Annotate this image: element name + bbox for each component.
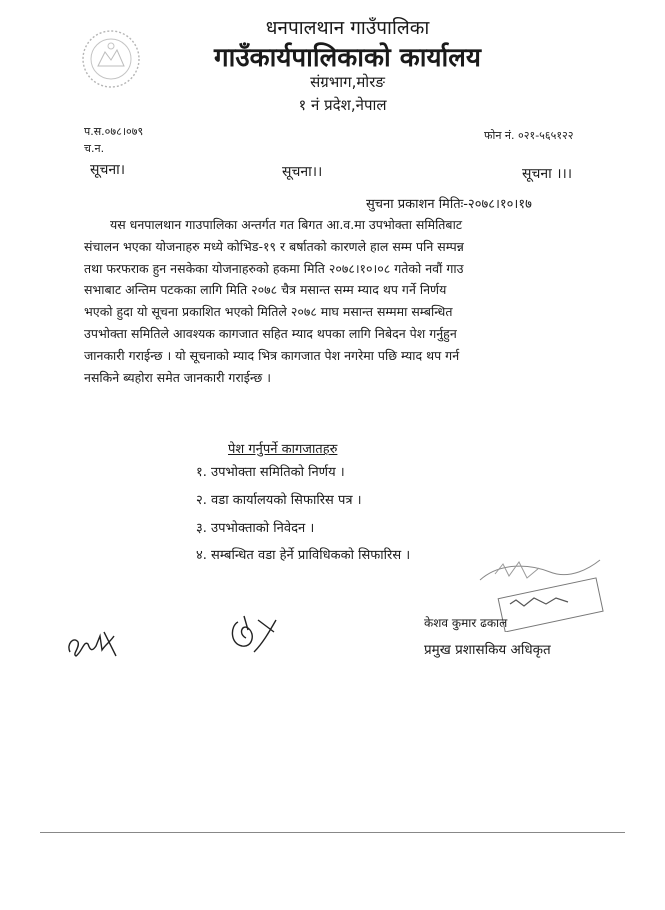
body-line: संचालन भएका योजनाहरु मध्ये कोभिड-१९ र बर्षातको कारणले हाल सम्म पनि सम्पन्न [84,238,464,254]
municipality-name: धनपालथान गाउँपालिका [265,17,430,39]
document-item: १. उपभोक्ता समितिको निर्णय । [196,465,345,480]
body-line: तथा फरफराक हुन नसकेका योजनाहरुको हकमा मिति २०७८।१०।०८ गतेको नवौं गाउ [84,260,464,276]
body-line: सभाबाट अन्तिम पटकका लागि मिति २०७८ चैत्र मसान्त सम्म म्याद थप गर्ने निर्णय [84,282,447,298]
document-item: २. वडा कार्यालयको सिफारिस पत्र । [196,493,362,508]
notice-label-1: सूचना। [90,162,126,178]
body-line: उपभोक्ता समितिले आवश्यक कागजात सहित म्याद थपका लागि निबेदन पेश गर्नुहुन [84,325,457,341]
footer-divider [40,832,625,833]
signature-middle-icon [224,612,284,656]
document-item: ३. उपभोक्ताको निवेदन । [196,521,315,536]
document-item: ४. सम्बन्धित वडा हेर्ने प्राविधिकको सिफारिस । [196,548,411,563]
signatory-title: प्रमुख प्रशासकिय अधिकृत [424,642,551,658]
documents-heading: पेश गर्नुपर्ने कागजातहरु [228,442,338,457]
reference-number: प.स.०७८।०७९ [84,125,144,138]
signatory-name: केशव कुमार ढकाल [424,616,508,630]
office-location: संग्रभाग,मोरङ [310,73,385,91]
body-line: यस धनपालथान गाउपालिका अन्तर्गत गत बिगत आ.व.मा उपभोक्ता समितिबाट [110,217,463,232]
office-province: १ नं प्रदेश,नेपाल [298,96,387,114]
body-line: जानकारी गराईन्छ । यो सूचनाको म्याद भित्र कागजात पेश नगरेमा पछि म्याद थप गर्न [84,347,460,363]
phone-number: फोन नं. ०२१-५६५१२२ [484,129,574,142]
body-line: भएको हुदा यो सूचना प्रकाशित भएको मितिले २०७८ माघ मसान्त सम्ममा सम्बन्धित [84,304,453,320]
signature-left-icon [64,622,124,662]
dispatch-number: च.न. [84,142,105,155]
notice-label-3: सूचना ।।। [522,166,573,182]
office-name: गाउँकार्यपालिकाको कार्यालय [214,43,481,73]
publish-date: सुचना प्रकाशन मितिः-२०७८।१०।१७ [366,197,532,212]
notice-label-2: सूचना।। [282,164,323,180]
notice-body [84,214,584,388]
body-line: नसकिने ब्यहोरा समेत जानकारी गराईन्छ । [84,369,271,385]
